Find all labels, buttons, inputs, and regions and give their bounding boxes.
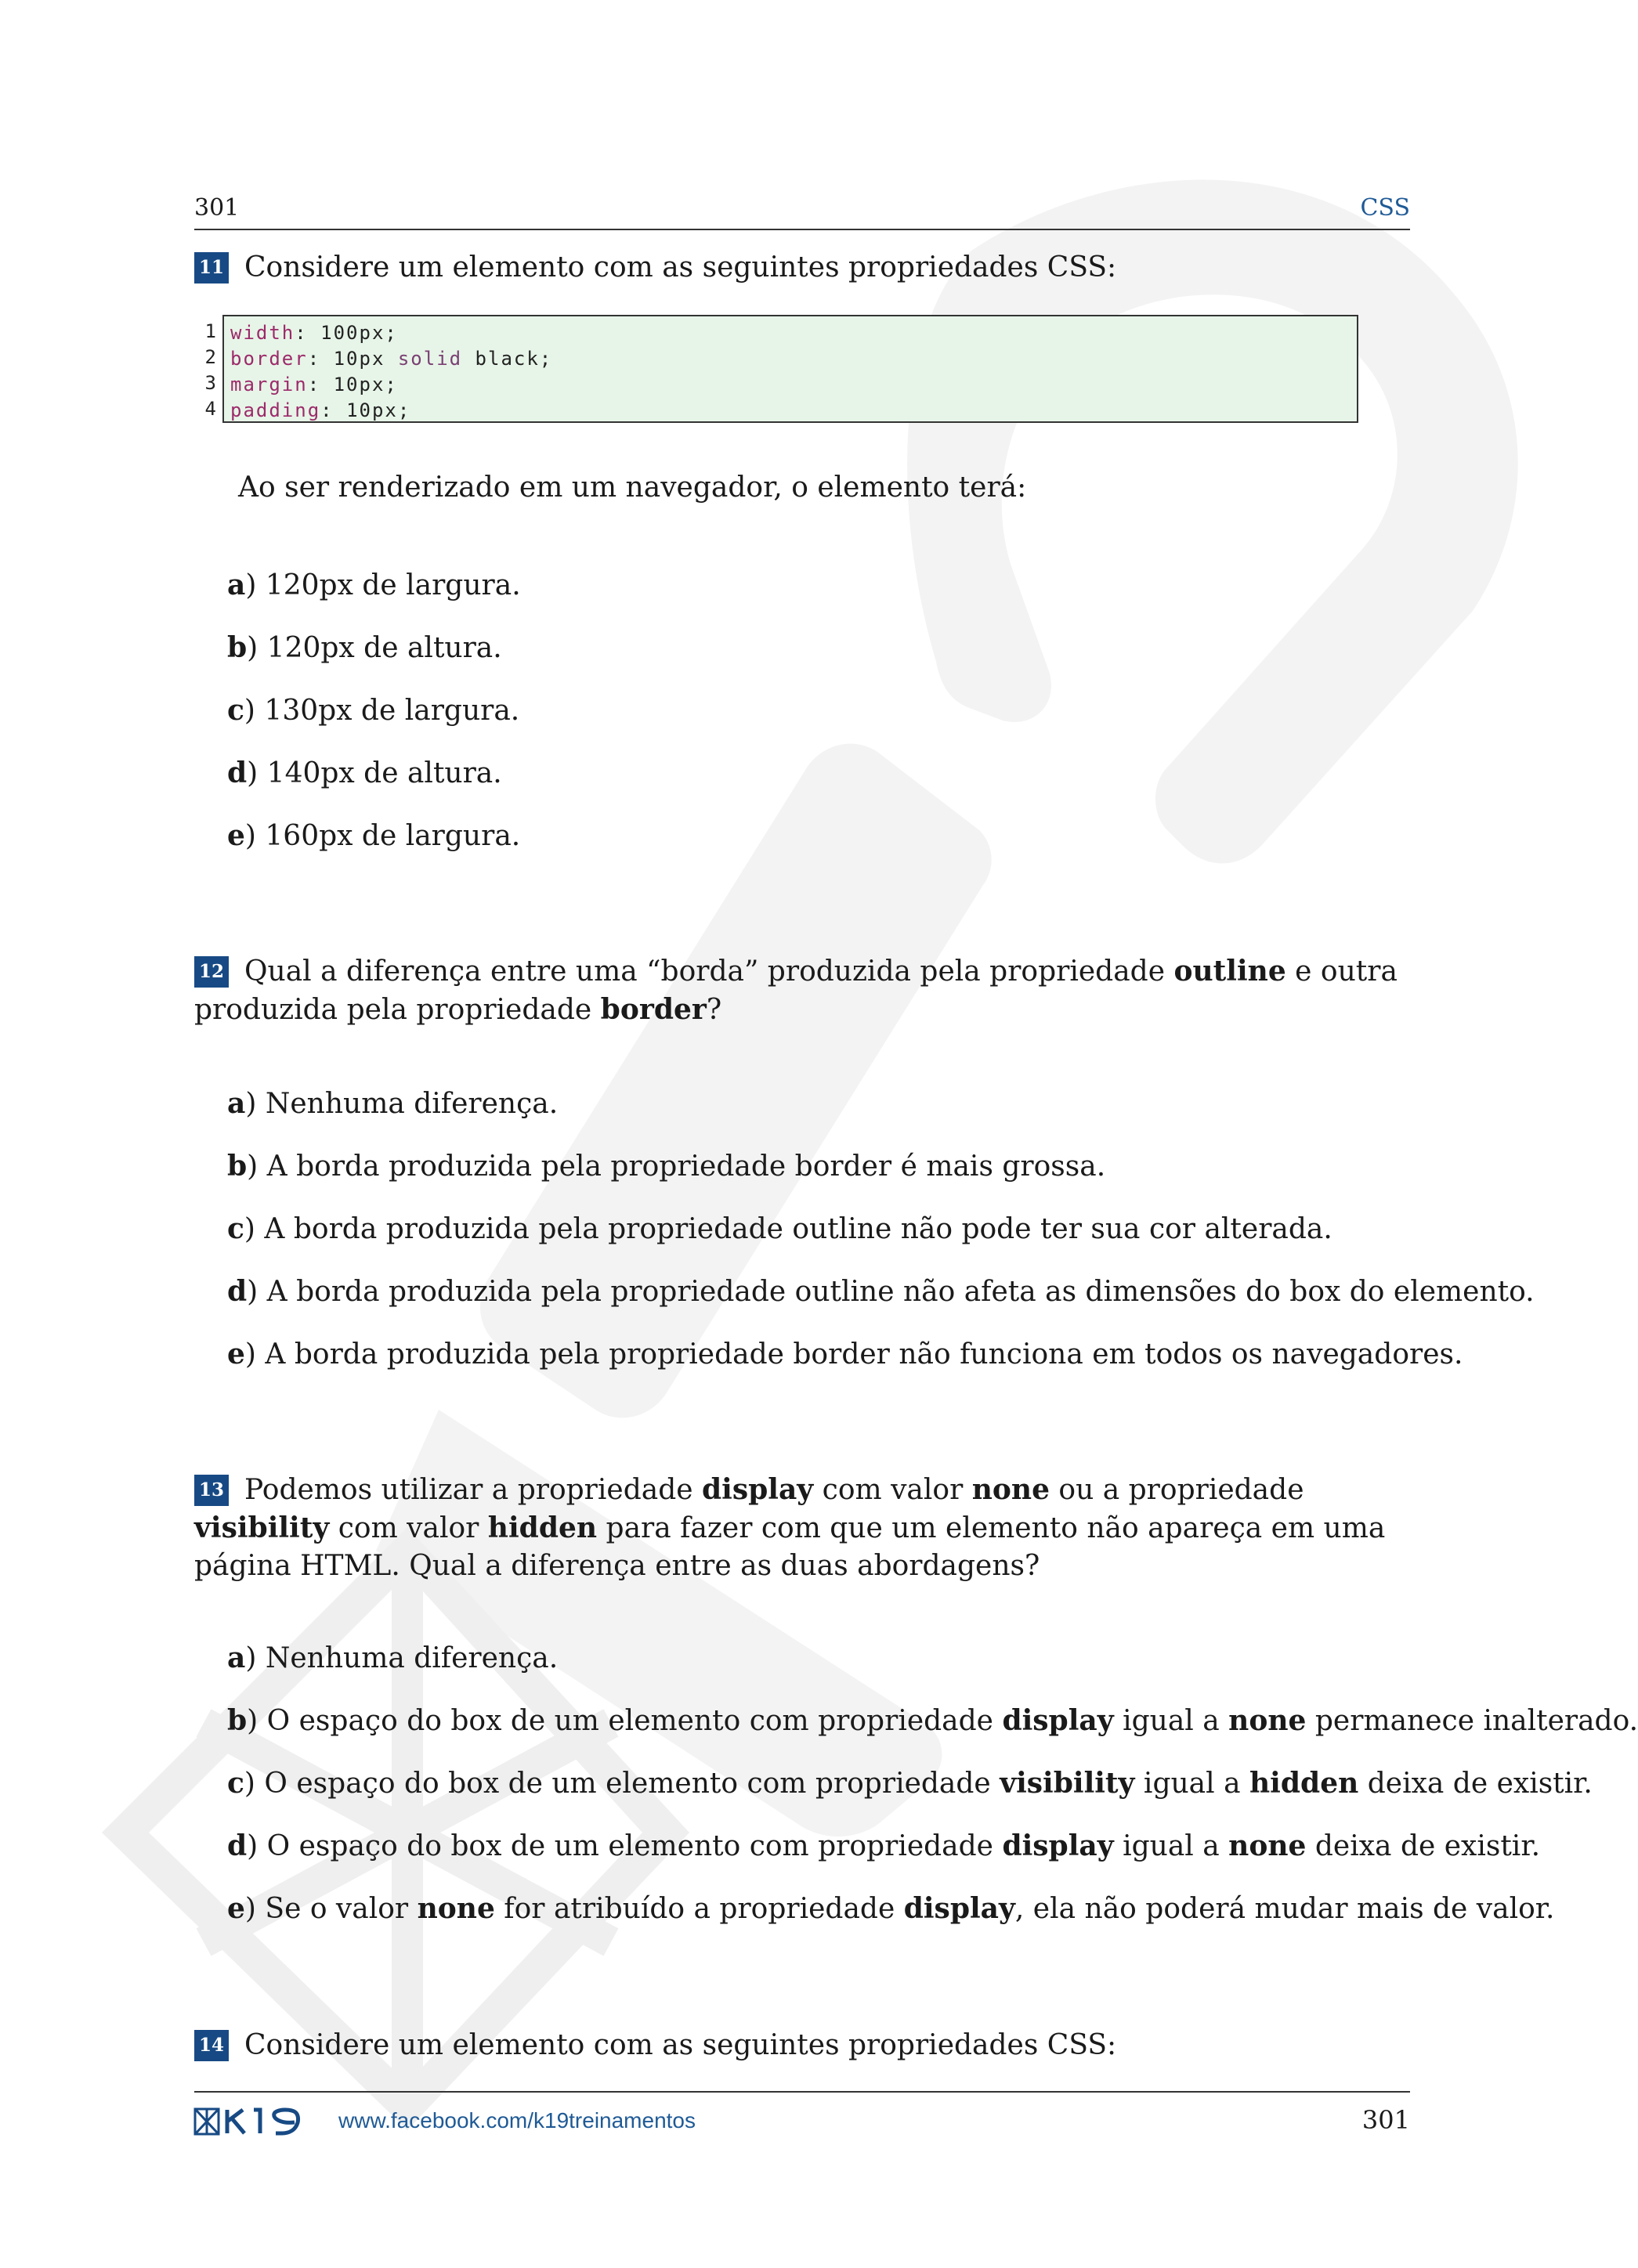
css-property: padding (230, 399, 321, 421)
question-number-badge: 13 (194, 1475, 229, 1506)
answer-option[interactable]: c) 130px de largura. (227, 694, 520, 727)
footer-facebook-link[interactable]: www.facebook.com/k19treinamentos (338, 2108, 696, 2133)
option-text: deixa de existir. (1306, 1830, 1541, 1862)
answer-option[interactable]: d) 140px de altura. (227, 757, 502, 789)
code-sep: : (295, 322, 321, 344)
question-text: ou a propriedade (1049, 1474, 1304, 1506)
question-text: Qual a diferença entre uma “borda” produzida pela propriedade (244, 955, 1174, 988)
option-text: O espaço do box de um elemento com propriedade (266, 1705, 1003, 1737)
question-number-badge: 14 (194, 2030, 229, 2061)
question-text: com valor (329, 1512, 488, 1544)
option-text: deixa de existir. (1358, 1768, 1593, 1800)
css-property: width (230, 322, 295, 344)
css-value: 10px; (346, 399, 411, 421)
header-divider (194, 229, 1410, 230)
option-text: 120px de largura. (265, 569, 521, 601)
option-text: A borda produzida pela propriedade outline não afeta as dimensões do box do elemento. (266, 1276, 1535, 1308)
option-letter: e (227, 1338, 245, 1371)
question-keyword: visibility (194, 1511, 330, 1544)
option-text: igual a (1113, 1830, 1229, 1862)
answer-option[interactable]: a) 120px de largura. (227, 569, 521, 601)
question-12 (194, 952, 1410, 1029)
line-number: 1 (204, 320, 216, 342)
option-letter: d (227, 1829, 248, 1862)
question-number-badge: 12 (194, 956, 229, 988)
option-text: Nenhuma diferença. (265, 1642, 559, 1674)
option-keyword: hidden (1249, 1767, 1359, 1800)
css-property: margin (230, 374, 308, 395)
option-letter: c (227, 1767, 244, 1800)
option-text: 130px de largura. (264, 695, 520, 727)
option-text: Se o valor (265, 1893, 418, 1925)
option-text: 120px de altura. (266, 632, 502, 664)
question-keyword: display (702, 1473, 814, 1506)
css-value-keyword: solid (397, 348, 463, 370)
header-section-title: CSS (1360, 194, 1410, 222)
code-sep: : (307, 348, 334, 370)
option-text: Nenhuma diferença. (265, 1088, 559, 1120)
question-keyword: none (971, 1473, 1050, 1506)
answer-option[interactable]: d) A borda produzida pela propriedade outline não afeta as dimensões do box do elemento. (227, 1275, 1535, 1308)
option-letter: c (227, 694, 244, 727)
footer-page-number: 301 (1361, 2105, 1410, 2135)
line-number: 4 (204, 398, 216, 420)
option-text: A borda produzida pela propriedade outline não pode ter sua cor alterada. (264, 1213, 1332, 1245)
answer-option[interactable]: e) Se o valor none for atribuído a propriedade display, ela não poderá mudar mais de valor. (227, 1892, 1555, 1925)
css-property: border (230, 348, 308, 370)
option-letter: a (227, 569, 246, 601)
option-keyword: display (903, 1892, 1015, 1925)
option-text: A borda produzida pela propriedade border é mais grossa. (266, 1150, 1106, 1183)
k19-logo (194, 2107, 320, 2136)
option-text: , ela não poderá mudar mais de valor. (1014, 1893, 1555, 1925)
question-keyword: border (600, 993, 707, 1026)
option-letter: b (227, 1704, 248, 1737)
option-letter: e (227, 819, 245, 852)
option-keyword: none (1228, 1829, 1307, 1862)
option-text: for atribuído a propriedade (494, 1893, 904, 1925)
option-keyword: none (417, 1892, 495, 1925)
css-value: 100px; (320, 322, 398, 344)
question-keyword: hidden (487, 1511, 598, 1544)
answer-option[interactable]: c) O espaço do box de um elemento com propriedade visibility igual a hidden deixa de existir. (227, 1767, 1593, 1800)
option-text: 140px de altura. (266, 757, 502, 789)
code-line (230, 398, 1357, 424)
answer-option[interactable]: e) A borda produzida pela propriedade border não funciona em todos os navegadores. (227, 1338, 1463, 1371)
question-number-badge: 11 (194, 252, 229, 284)
code-line (230, 372, 1357, 398)
question-11 (194, 249, 1410, 287)
option-letter: d (227, 757, 248, 789)
option-letter: b (227, 1150, 248, 1183)
answer-option[interactable]: a) Nenhuma diferença. (227, 1641, 559, 1674)
option-text: igual a (1134, 1768, 1249, 1800)
question-text: Considere um elemento com as seguintes propriedades CSS: (244, 251, 1117, 284)
answer-option[interactable]: a) Nenhuma diferença. (227, 1087, 559, 1120)
css-value: 10px (333, 348, 398, 370)
code-line-numbers (194, 315, 216, 422)
option-text: permanece inalterado. (1306, 1705, 1638, 1737)
question-keyword: outline (1173, 955, 1286, 988)
css-value: 10px; (333, 374, 398, 395)
code-sep: : (307, 374, 334, 395)
option-letter: b (227, 631, 248, 664)
option-letter: a (227, 1641, 246, 1674)
option-letter: c (227, 1212, 244, 1245)
question-text: Podemos utilizar a propriedade (244, 1474, 702, 1506)
code-sep: : (320, 399, 347, 421)
option-keyword: display (1002, 1704, 1114, 1737)
option-text: igual a (1113, 1705, 1229, 1737)
question-text: ? (706, 994, 722, 1026)
option-letter: e (227, 1892, 245, 1925)
question-text: com valor (813, 1474, 972, 1506)
option-letter: d (227, 1275, 248, 1308)
code-box (222, 315, 1358, 423)
question-13 (194, 1471, 1410, 1585)
question-prompt: Ao ser renderizado em um navegador, o elemento terá: (238, 471, 1027, 504)
answer-option[interactable]: e) 160px de largura. (227, 819, 521, 852)
line-number: 2 (204, 346, 216, 368)
question-text: para fazer com que um elemento não apareça em uma página HTML. Qual a diferença entre as duas abordagens? (194, 1512, 1386, 1582)
option-text: 160px de largura. (265, 820, 521, 852)
option-keyword: visibility (1000, 1767, 1135, 1800)
option-text: O espaço do box de um elemento com propriedade (264, 1768, 1000, 1800)
option-text: O espaço do box de um elemento com propriedade (266, 1830, 1003, 1862)
option-text: A borda produzida pela propriedade border não funciona em todos os navegadores. (265, 1338, 1463, 1371)
answer-option[interactable]: b) O espaço do box de um elemento com propriedade display igual a none permanece inalterado. (227, 1704, 1638, 1737)
option-keyword: display (1002, 1829, 1114, 1862)
code-line (230, 346, 1357, 372)
answer-option[interactable]: b) 120px de altura. (227, 631, 502, 664)
question-14 (194, 2027, 1410, 2064)
option-keyword: none (1228, 1704, 1307, 1737)
answer-option[interactable]: b) A borda produzida pela propriedade border é mais grossa. (227, 1150, 1106, 1183)
answer-option[interactable]: d) O espaço do box de um elemento com propriedade display igual a none deixa de existir. (227, 1829, 1541, 1862)
line-number: 3 (204, 372, 216, 394)
header-page-number: 301 (194, 194, 240, 222)
option-letter: a (227, 1087, 246, 1120)
footer-divider (194, 2091, 1410, 2093)
code-line (230, 320, 1357, 346)
answer-option[interactable]: c) A borda produzida pela propriedade outline não pode ter sua cor alterada. (227, 1212, 1332, 1245)
question-text: e outra produzida pela propriedade (194, 955, 1398, 1026)
question-text: Considere um elemento com as seguintes propriedades CSS: (244, 2029, 1117, 2061)
css-value: black; (462, 348, 553, 370)
